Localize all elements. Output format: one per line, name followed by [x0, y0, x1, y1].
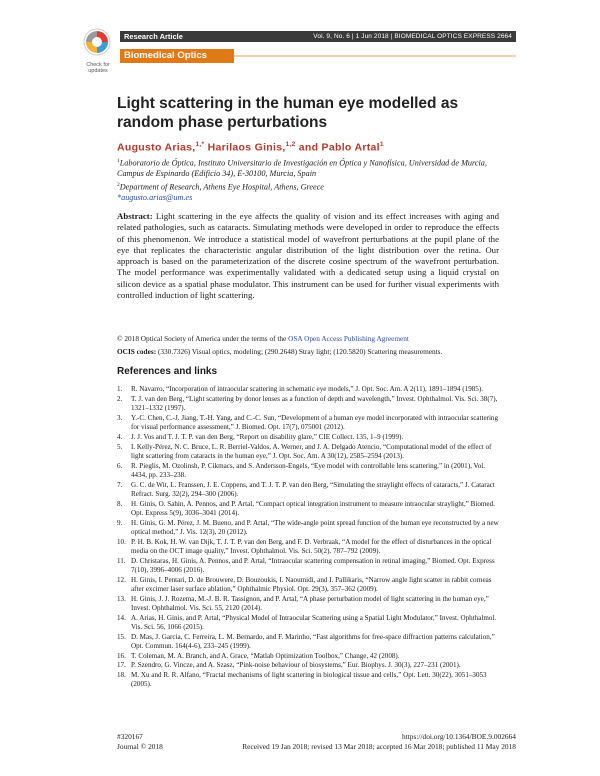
author-name: Harilaos Ginis, [207, 141, 286, 154]
reference-text: P. Szendro, G. Vincze, and A. Szasz, “Pink-noise behaviour of biosystems,” Eur. Biophys. J. 30(3), 227–231 (2001). [131, 661, 461, 670]
article-type-bar [120, 31, 516, 42]
reference-text: H. Ginis, G. M. Pérez, J. M. Bueno, and P. Artal, “The wide-angle point spread function of the human eye reconstructed by a new optical method,” J. Vis. 12(3), 20 (2012). [131, 518, 499, 536]
reference-text: I. Kelly-Pérez, N. C. Bruce, L. R. Berriel-Valdos, A. Werner, and J. A. Delgado Atencio, “Computational model of the effect of light scattering from cataracts in the human eye,” J. Opt. Soc. Am. A 30(12), 2585–2594 (2013). [131, 442, 492, 460]
reference-number: 9. [117, 518, 123, 527]
reference-number: 18. [117, 671, 126, 680]
reference-number: 8. [117, 499, 123, 508]
reference-item [117, 414, 499, 432]
affiliation: $^2$Department of Research, Athens Eye Hospital, Athens, Greece [117, 181, 324, 192]
paper-title: Light scattering in the human eye modelled as random phase perturbations [117, 95, 459, 131]
reference-item [117, 661, 499, 670]
abstract-label: Abstract: [117, 211, 153, 221]
ocis-text: (330.7326) Visual optics, modeling; (290.2648) Stray light; (120.5820) Scattering measurements. [157, 347, 443, 356]
journal-suffix: EXPRESS [127, 65, 175, 74]
crossmark-badge[interactable] [83, 28, 113, 74]
reference-number: 14. [117, 613, 126, 622]
reference-number: 12. [117, 575, 126, 584]
reference-text: D. Christaras, H. Ginis, A. Pennos, and P. Artal, “Intraocular scattering compensation in retinal imaging,” Biomed. Opt. Express 7(10), 3996–4006 (2016). [131, 556, 495, 574]
reference-list [117, 385, 499, 690]
reference-text: Y.-C. Chen, C.-J. Jiang, T.-H. Yang, and C.-C. Sun, “Development of a human eye model incorporated with intraocular scattering for visual performance assessment,” J. Biomed. Opt. 17(7), 075001 (2012). [131, 413, 499, 431]
reference-text: T. Coleman, M. A. Branch, and A. Grace, “Matlab Optimization Toolbox,” Change, 42 (2008). [131, 651, 400, 660]
reference-text: R. Navarro, “Incorporation of intraocular scattering in schematic eye models,” J. Opt. Soc. Am. A 2(11), 1891–1894 (1985). [131, 385, 483, 393]
banner-rule [234, 55, 516, 57]
corresponding-email[interactable]: *augusto.arias@um.es [117, 192, 193, 202]
footer-right [242, 732, 516, 751]
reference-item [117, 500, 499, 518]
article-id: #320167 [117, 732, 143, 741]
reference-number: 10. [117, 537, 126, 546]
journal-copyright: Journal © 2018 [117, 741, 163, 751]
reference-item [117, 652, 499, 661]
reference-number: 5. [117, 442, 123, 451]
reference-item [117, 481, 499, 499]
reference-text: T. J. van den Berg, “Light scattering by donor lenses as a function of depth and wavelength,” Invest. Ophthalmol. Vis. Sci. 38(7), 1321–1332 (1997). [131, 394, 498, 412]
reference-text: A. Arias, H. Ginis, and P. Artal, “Physical Model of Intraocular Scattering using a Spatial Light Modulator,” Invest. Ophthalmol. Vis. Sci. 56, 1066 (2015). [131, 613, 497, 631]
issue-info: Vol. 9, No. 6 | 1 Jun 2018 | BIOMEDICAL OPTICS EXPRESS 2664 [313, 33, 512, 40]
author-name: and Pablo Artal [298, 141, 380, 154]
publication-history: Received 19 Jan 2018; revised 13 Mar 2018; accepted 16 Mar 2018; published 11 May 2018 [242, 741, 516, 751]
reference-number: 16. [117, 651, 126, 660]
ocis-label: OCIS codes: [117, 347, 157, 356]
author-name: Augusto Arias, [117, 141, 196, 154]
reference-text: J. J. Vos and T. J. T. P. van den Berg, “Report on disability glare,” CIE Collect. 135, 1–9 (1999). [131, 432, 404, 441]
doi-link[interactable]: https://doi.org/10.1364/BOE.9.002664 [401, 732, 516, 741]
crossmark-icon [83, 28, 111, 56]
reference-text: R. Pieglis, M. Ozolinsh, P. Cikmacs, and S. Andersson-Engels, “Eye model with controllable lens scattering,” in (2001), Vol. 4434, pp. 233–238. [131, 461, 485, 479]
reference-number: 3. [117, 413, 123, 422]
crossmark-label: Check for updates [86, 62, 110, 74]
reference-item [117, 385, 499, 394]
reference-item [117, 633, 499, 651]
reference-text: H. Ginis, J. J. Rozema, M.-J. B. R. Tassignon, and P. Artal, “A phase perturbation model of light scattering in the human eye,” Invest. Ophthalmol. Vis. Sci. 55, 2120 (2014). [131, 594, 489, 612]
footer-left [117, 732, 163, 751]
reference-item [117, 538, 499, 556]
affil-mark: 1 [117, 158, 120, 164]
affiliation: $^1$Laboratorio de Óptica, Instituto Universitario de Investigación en Óptica y Nanofísica, Universidad de Murcia, Campus de Espinardo (Edificio 34), E-30100, Murcia, Spain [117, 158, 487, 179]
reference-text: D. Mas, J. Garcia, C. Ferreira, L. M. Bernardo, and F. Marinho, “Fast algorithms for free-space diffraction patterns calculation,” Opt. Commun. 164(4-6), 233–245 (1999). [131, 632, 495, 650]
reference-item [117, 557, 499, 575]
reference-text: G. C. de Wit, L. Franssen, J. E. Coppens, and T. J. T. P. van den Berg, “Simulating the straylight effects of cataracts,” J. Cataract Refract. Surg. 32(2), 294–300 (2006). [131, 480, 495, 498]
reference-text: H. Ginis, I. Pentari, D. de Brouwere, D. Bouzoukis, I. Naoumidi, and I. Pallikaris, “Narrow angle light scatter in rabbit corneas after excimer laser surface ablation,” Ophthalmic Physiol. Opt. 29(3), 357–362 (2009). [131, 575, 492, 593]
reference-number: 1. [117, 385, 123, 393]
reference-text: P. H. B. Kok, H. W. van Dijk, T. J. T. P. van den Berg, and F. D. Verbraak, “A model for the effect of disturbances in the optical media on the OCT image quality,” Invest. Ophthalmol. Vis. Sci. 50(2), 787–792 (2009). [131, 537, 492, 555]
journal-banner [120, 49, 516, 74]
reference-text: M. Xu and R. R. Alfano, “Fractal mechanisms of light scattering in biological tissue and cells,” Opt. Lett. 30(22), 3051–3053 (2005). [131, 671, 487, 689]
reference-number: 2. [117, 394, 123, 403]
journal-name: Biomedical Optics [124, 50, 207, 61]
author-affil-mark: 1,2 [285, 141, 296, 148]
reference-item [117, 519, 499, 537]
copyright-line: © 2018 Optical Society of America under the terms of the OSA Open Access Publishing Agreement [117, 334, 409, 343]
abstract [117, 211, 499, 301]
reference-item [117, 395, 499, 413]
reference-item [117, 671, 499, 689]
author-affil-mark: 1 [379, 141, 384, 148]
reference-number: 7. [117, 480, 123, 489]
reference-item [117, 443, 499, 461]
affiliations [117, 156, 497, 203]
affil-mark: 2 [117, 181, 120, 188]
reference-item [117, 462, 499, 480]
author-affil-mark: 1,* [195, 141, 205, 148]
reference-item [117, 595, 499, 613]
abstract-text: Light scattering in the eye affects the quality of vision and its effect increases with aging and related pathologies, such as cataracts. Simulating methods were developed in order to reproduce the effects of this phenomenon. We introduce a statistical model of wavefront perturbations at the pupil plane of the eye that replicates the characteristic angular distribution of the light distribution over the retina. Our approach is based on the parameterization of the discrete cosine spectrum of the wavefront perturbation. The model performance was experimentally validated with a dedicated setup using a liquid crystal on silicon device as a spatial phase modulator. This instrument can be used for further visual experiments with controlled induction of light scattering. [117, 211, 499, 301]
reference-number: 6. [117, 461, 123, 470]
reference-number: 17. [117, 661, 126, 670]
article-type: Research Article [124, 32, 183, 41]
journal-name-block [120, 49, 234, 74]
reference-text: H. Ginis, O. Sahin, A. Pennos, and P. Artal, “Compact optical integration instrument to measure intraocular straylight,” Biomed. Opt. Express 5(9), 3036–3041 (2014). [131, 499, 495, 517]
ocis-codes [117, 347, 507, 357]
reference-item [117, 433, 499, 442]
license-link[interactable]: OSA Open Access Publishing Agreement [288, 334, 409, 343]
references-heading: References and links [117, 366, 218, 377]
reference-number: 13. [117, 594, 126, 603]
reference-item [117, 576, 499, 594]
author-list [117, 141, 517, 154]
reference-number: 15. [117, 632, 126, 641]
reference-number: 4. [117, 432, 123, 441]
reference-number: 11. [117, 556, 126, 565]
reference-item [117, 614, 499, 632]
